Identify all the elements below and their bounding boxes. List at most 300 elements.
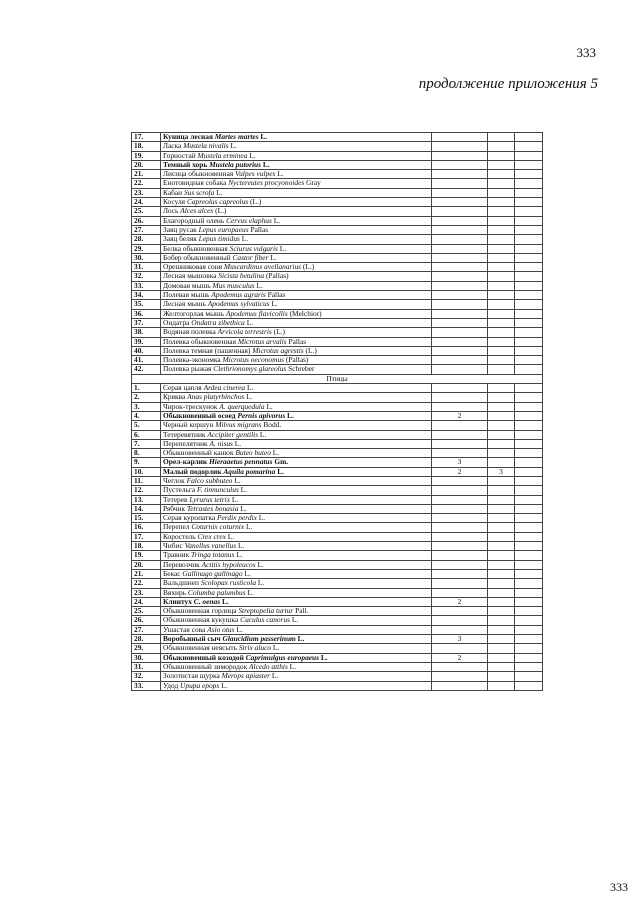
species-author: L. [270, 448, 280, 458]
species-table [131, 132, 543, 691]
status-col-3 [515, 225, 543, 234]
species-name [161, 551, 432, 560]
status-col-1 [432, 160, 488, 169]
species-latin-name: Gallinago gallinago [182, 569, 243, 578]
species-common-name: Лесная мышь [163, 299, 208, 309]
status-col-3 [515, 542, 543, 551]
species-author: (Pallas) [284, 355, 309, 365]
species-common-name: Обыкновенный зимородок [163, 662, 250, 671]
species-latin-name: Upupa epops [180, 681, 220, 690]
species-common-name: Домовая мышь [163, 281, 213, 290]
status-col-2 [488, 597, 515, 606]
species-common-name: Обыкновенная горлица [163, 606, 239, 616]
species-common-name: Обыкновенная неясыть [163, 643, 239, 653]
species-latin-name: Lepus europaeus [198, 225, 249, 234]
species-common-name: Лось [163, 206, 181, 216]
species-common-name: Куница лесная [163, 132, 215, 141]
status-col-1 [432, 644, 488, 653]
status-col-2 [488, 681, 515, 690]
status-col-1: 2 [432, 411, 488, 420]
species-common-name: Белка обыкновенная [163, 244, 230, 253]
species-common-name: Обыкновенный канюк [163, 448, 236, 458]
table-row [132, 588, 543, 597]
status-col-3 [515, 411, 543, 420]
species-common-name: Орешниковая соня [163, 262, 224, 272]
status-col-2 [488, 198, 515, 207]
status-col-3 [515, 198, 543, 207]
status-col-1 [432, 365, 488, 374]
status-col-1 [432, 244, 488, 253]
status-col-1 [432, 337, 488, 346]
species-author: L. [220, 597, 229, 606]
species-latin-name: Merops apiaster [221, 671, 270, 681]
species-common-name: Лисица обыкновенная [163, 169, 236, 179]
species-latin-name: Ondatra zibethica [191, 318, 245, 327]
species-common-name: Обыкновенная кукушка [163, 615, 241, 625]
status-col-1 [432, 281, 488, 290]
status-col-1 [432, 309, 488, 318]
status-col-2 [488, 514, 515, 523]
species-author: L. [244, 318, 254, 327]
species-name [161, 467, 432, 476]
status-col-2 [488, 328, 515, 337]
species-latin-name: Strix aluco [238, 643, 272, 653]
species-latin-name: Alcedo atthis [249, 662, 288, 671]
species-name [161, 542, 432, 551]
species-common-name: Перепелятник [163, 439, 210, 448]
row-number: 28. [132, 635, 161, 644]
species-latin-name: Castor fiber [232, 253, 269, 262]
species-author: Gm. [272, 457, 289, 467]
species-latin-name: Caprimulgus europaeus [245, 653, 320, 662]
status-col-1 [432, 216, 488, 225]
status-col-3 [515, 532, 543, 541]
status-col-1 [432, 430, 488, 439]
species-latin-name: Sus scrofa [183, 188, 215, 197]
row-number: 13. [132, 495, 161, 504]
species-author: L. [234, 625, 243, 634]
status-col-2 [488, 291, 515, 300]
species-common-name: Заяц русак [163, 225, 199, 234]
species-name [161, 133, 432, 142]
row-number: 39. [132, 337, 161, 346]
table-row [132, 291, 543, 300]
status-col-2 [488, 644, 515, 653]
species-common-name: Косуля [163, 197, 187, 207]
row-number: 42. [132, 365, 161, 374]
status-col-1 [432, 560, 488, 569]
status-col-3 [515, 151, 543, 160]
row-number: 3. [132, 402, 161, 411]
table-row [132, 635, 543, 644]
status-col-2 [488, 635, 515, 644]
species-author: L. [245, 383, 254, 393]
status-col-3 [515, 616, 543, 625]
species-latin-name: Vulpes vulpes [235, 169, 276, 179]
status-col-2 [488, 411, 515, 420]
species-name [161, 244, 432, 253]
status-col-1 [432, 569, 488, 578]
status-col-2 [488, 365, 515, 374]
species-latin-name: Hieraaetus pennatus [209, 457, 273, 467]
species-name [161, 495, 432, 504]
table-row [132, 188, 543, 197]
species-latin-name: Mus musculus [212, 281, 255, 290]
row-number: 19. [132, 151, 161, 160]
status-col-3 [515, 291, 543, 300]
status-col-3 [515, 560, 543, 569]
species-name [161, 263, 432, 272]
species-latin-name: Vanellus vanellus [184, 541, 237, 551]
species-latin-name: Actitis hypoleucos [201, 560, 256, 569]
status-col-3 [515, 253, 543, 262]
species-name [161, 346, 432, 355]
species-name [161, 672, 432, 681]
table-row [132, 346, 543, 355]
species-author: Pall. [293, 606, 309, 616]
table-row [132, 263, 543, 272]
table-row [132, 216, 543, 225]
status-col-2 [488, 523, 515, 532]
species-author: L. [232, 439, 242, 448]
table-row [132, 225, 543, 234]
status-col-2 [488, 616, 515, 625]
status-col-1 [432, 402, 488, 411]
species-name [161, 635, 432, 644]
status-col-3 [515, 514, 543, 523]
species-author: L. [236, 541, 245, 551]
row-number: 20. [132, 560, 161, 569]
status-col-3 [515, 458, 543, 467]
species-author: (L.) [248, 197, 262, 207]
status-col-3 [515, 216, 543, 225]
species-author: (L.) [271, 327, 285, 337]
status-col-2 [488, 569, 515, 578]
species-name [161, 291, 432, 300]
species-common-name: Серая куропатка [163, 513, 217, 523]
row-number: 16. [132, 523, 161, 532]
status-col-1 [432, 532, 488, 541]
row-number: 24. [132, 198, 161, 207]
status-col-3 [515, 272, 543, 281]
status-col-2 [488, 449, 515, 458]
table-row [132, 281, 543, 290]
status-col-2 [488, 625, 515, 634]
page-number-top: 333 [576, 45, 596, 60]
species-author: Pallas [248, 225, 269, 234]
species-name [161, 430, 432, 439]
status-col-1 [432, 672, 488, 681]
table-row [132, 597, 543, 606]
status-col-2 [488, 170, 515, 179]
section-header-row [132, 374, 543, 383]
row-number: 7. [132, 439, 161, 448]
species-author: L. [269, 671, 279, 681]
row-number: 36. [132, 309, 161, 318]
table-row [132, 681, 543, 690]
species-latin-name: Microtus oeconomus [222, 355, 285, 365]
status-col-3 [515, 346, 543, 355]
status-col-1 [432, 253, 488, 262]
species-common-name: Черный коршун [163, 420, 216, 430]
species-name [161, 662, 432, 671]
row-number: 35. [132, 300, 161, 309]
species-author: (L.) [301, 262, 315, 272]
table-row [132, 253, 543, 262]
species-author: L. [319, 653, 328, 662]
species-latin-name: Clethrionomys glareolus [213, 364, 287, 374]
status-col-2 [488, 384, 515, 393]
row-number: 27. [132, 225, 161, 234]
species-name [161, 421, 432, 430]
row-number: 17. [132, 133, 161, 142]
status-col-3 [515, 309, 543, 318]
status-col-2: 3 [488, 467, 515, 476]
species-author: Pallas [265, 290, 286, 300]
species-common-name: Удод [163, 681, 181, 690]
status-col-2 [488, 346, 515, 355]
table-row [132, 579, 543, 588]
species-common-name: Обыкновенный осоед [163, 411, 238, 420]
species-name [161, 207, 432, 216]
species-latin-name: Aquila pomarina [223, 467, 276, 476]
species-author: L. [242, 569, 251, 578]
species-latin-name: Mustela erminea [197, 151, 248, 160]
status-col-3 [515, 263, 543, 272]
table-row [132, 439, 543, 448]
species-latin-name: Milvus migrans [215, 420, 262, 430]
species-common-name: Енотовидная собака [163, 178, 229, 188]
status-col-3 [515, 244, 543, 253]
status-col-1 [432, 625, 488, 634]
species-name [161, 458, 432, 467]
status-col-3 [515, 644, 543, 653]
species-latin-name: Nyctereutes procyonoides [228, 178, 305, 188]
status-col-3 [515, 402, 543, 411]
status-col-3 [515, 551, 543, 560]
species-latin-name: Lepus timidus [198, 234, 240, 244]
status-col-1 [432, 523, 488, 532]
appendix-continuation-title: продолжение приложения 5 [418, 76, 598, 92]
status-col-3 [515, 653, 543, 662]
species-latin-name: Mustela nivalis [183, 141, 229, 151]
status-col-1 [432, 235, 488, 244]
status-col-3 [515, 318, 543, 327]
status-col-3 [515, 635, 543, 644]
status-col-1 [432, 607, 488, 616]
species-author: L. [285, 411, 294, 420]
status-col-2 [488, 253, 515, 262]
species-common-name: Рябчик [163, 504, 187, 513]
row-number: 20. [132, 160, 161, 169]
status-col-1 [432, 272, 488, 281]
table-row [132, 672, 543, 681]
species-common-name: Полевка рыжая [163, 364, 214, 374]
species-name [161, 216, 432, 225]
species-name [161, 318, 432, 327]
species-common-name: Бекас [163, 569, 183, 578]
species-author: L. [234, 550, 243, 560]
status-col-1: 3 [432, 635, 488, 644]
status-col-3 [515, 142, 543, 151]
table-row [132, 644, 543, 653]
row-number: 26. [132, 616, 161, 625]
status-col-1 [432, 300, 488, 309]
status-col-3 [515, 430, 543, 439]
row-number: 37. [132, 318, 161, 327]
status-col-1 [432, 188, 488, 197]
species-common-name: Заяц беляк [163, 234, 199, 244]
row-number: 23. [132, 588, 161, 597]
species-latin-name: Microtus agrestis [252, 346, 304, 355]
species-author: L. [261, 160, 270, 169]
species-latin-name: Microtus arvalis [237, 337, 287, 346]
status-col-1 [432, 486, 488, 495]
species-common-name: Травник [163, 550, 192, 560]
status-col-3 [515, 179, 543, 188]
row-number: 26. [132, 216, 161, 225]
table-row [132, 653, 543, 662]
table-row [132, 356, 543, 365]
species-latin-name: Muscardinus avellanarius [223, 262, 302, 272]
row-number: 33. [132, 681, 161, 690]
status-col-2 [488, 263, 515, 272]
species-name [161, 625, 432, 634]
row-number: 18. [132, 142, 161, 151]
row-number: 31. [132, 263, 161, 272]
species-name [161, 597, 432, 606]
species-common-name: Обыкновенный козодой [163, 653, 246, 662]
status-col-3 [515, 300, 543, 309]
status-col-1 [432, 514, 488, 523]
species-author: L. [258, 430, 267, 439]
status-col-1 [432, 170, 488, 179]
species-latin-name: Apodemus sylvaticus [207, 299, 270, 309]
species-author: L. [295, 634, 305, 644]
species-common-name: Водяная полевка [163, 327, 218, 337]
status-col-3 [515, 579, 543, 588]
status-col-2 [488, 402, 515, 411]
table-row [132, 514, 543, 523]
row-number: 14. [132, 504, 161, 513]
species-common-name: Клинтух [163, 597, 194, 606]
table-row [132, 179, 543, 188]
status-col-3 [515, 160, 543, 169]
table-row [132, 495, 543, 504]
status-col-2 [488, 216, 515, 225]
species-name [161, 235, 432, 244]
species-author: Schreber [286, 364, 315, 374]
status-col-2 [488, 662, 515, 671]
table-row [132, 300, 543, 309]
species-author: L. [290, 615, 299, 625]
species-common-name: Ласка [163, 141, 184, 151]
row-number: 21. [132, 170, 161, 179]
table-row [132, 476, 543, 485]
species-author: L. [229, 495, 239, 504]
status-col-1 [432, 142, 488, 151]
species-name [161, 356, 432, 365]
species-common-name: Ушастая сова [163, 625, 208, 634]
status-col-3 [515, 439, 543, 448]
table-row [132, 616, 543, 625]
species-author: L. [225, 532, 235, 541]
species-name [161, 151, 432, 160]
table-row [132, 272, 543, 281]
status-col-3 [515, 281, 543, 290]
status-col-1 [432, 179, 488, 188]
species-latin-name: Sciurus vulgaris [229, 244, 278, 253]
species-name [161, 616, 432, 625]
species-author: (L.) [303, 346, 317, 355]
species-name [161, 579, 432, 588]
status-col-2 [488, 607, 515, 616]
species-latin-name: Alces alces [180, 206, 214, 216]
table-row [132, 532, 543, 541]
status-col-3 [515, 328, 543, 337]
status-col-3 [515, 235, 543, 244]
row-number: 15. [132, 514, 161, 523]
species-author: (L.) [213, 206, 227, 216]
species-author: L. [271, 643, 280, 653]
status-col-1 [432, 662, 488, 671]
species-name [161, 179, 432, 188]
status-col-2 [488, 542, 515, 551]
status-col-3 [515, 607, 543, 616]
species-common-name: Серая цапля [163, 383, 204, 393]
table-row [132, 393, 543, 402]
table-row [132, 328, 543, 337]
species-name [161, 569, 432, 578]
row-number: 30. [132, 653, 161, 662]
species-latin-name: Apodemus agraris [211, 290, 266, 300]
status-col-2 [488, 476, 515, 485]
row-number: 24. [132, 597, 161, 606]
species-author: L. [244, 392, 253, 402]
row-number: 25. [132, 207, 161, 216]
species-latin-name: Asio otus [207, 625, 235, 634]
status-col-1 [432, 476, 488, 485]
species-common-name: Желтогорлая мышь [163, 309, 226, 318]
row-number: 34. [132, 291, 161, 300]
status-col-1 [432, 225, 488, 234]
species-latin-name: Crex crex [197, 532, 226, 541]
status-col-1 [432, 588, 488, 597]
status-col-1 [432, 198, 488, 207]
table-row [132, 486, 543, 495]
row-number: 40. [132, 346, 161, 355]
table-row [132, 560, 543, 569]
species-author: L. [258, 132, 268, 141]
species-common-name: Чеглок [163, 476, 187, 485]
page-number-bottom: 333 [610, 880, 628, 894]
table-row [132, 235, 543, 244]
species-common-name: Пустельга [163, 485, 198, 495]
status-col-2 [488, 142, 515, 151]
status-col-1 [432, 616, 488, 625]
species-name [161, 337, 432, 346]
species-author: L. [238, 485, 248, 495]
status-col-3 [515, 337, 543, 346]
table-row [132, 384, 543, 393]
status-col-2 [488, 430, 515, 439]
status-col-1 [432, 542, 488, 551]
species-latin-name: Columba palumbus [187, 588, 246, 597]
species-latin-name: Tringa totanus [191, 550, 235, 560]
status-col-1 [432, 346, 488, 355]
row-number: 23. [132, 188, 161, 197]
status-col-3 [515, 421, 543, 430]
